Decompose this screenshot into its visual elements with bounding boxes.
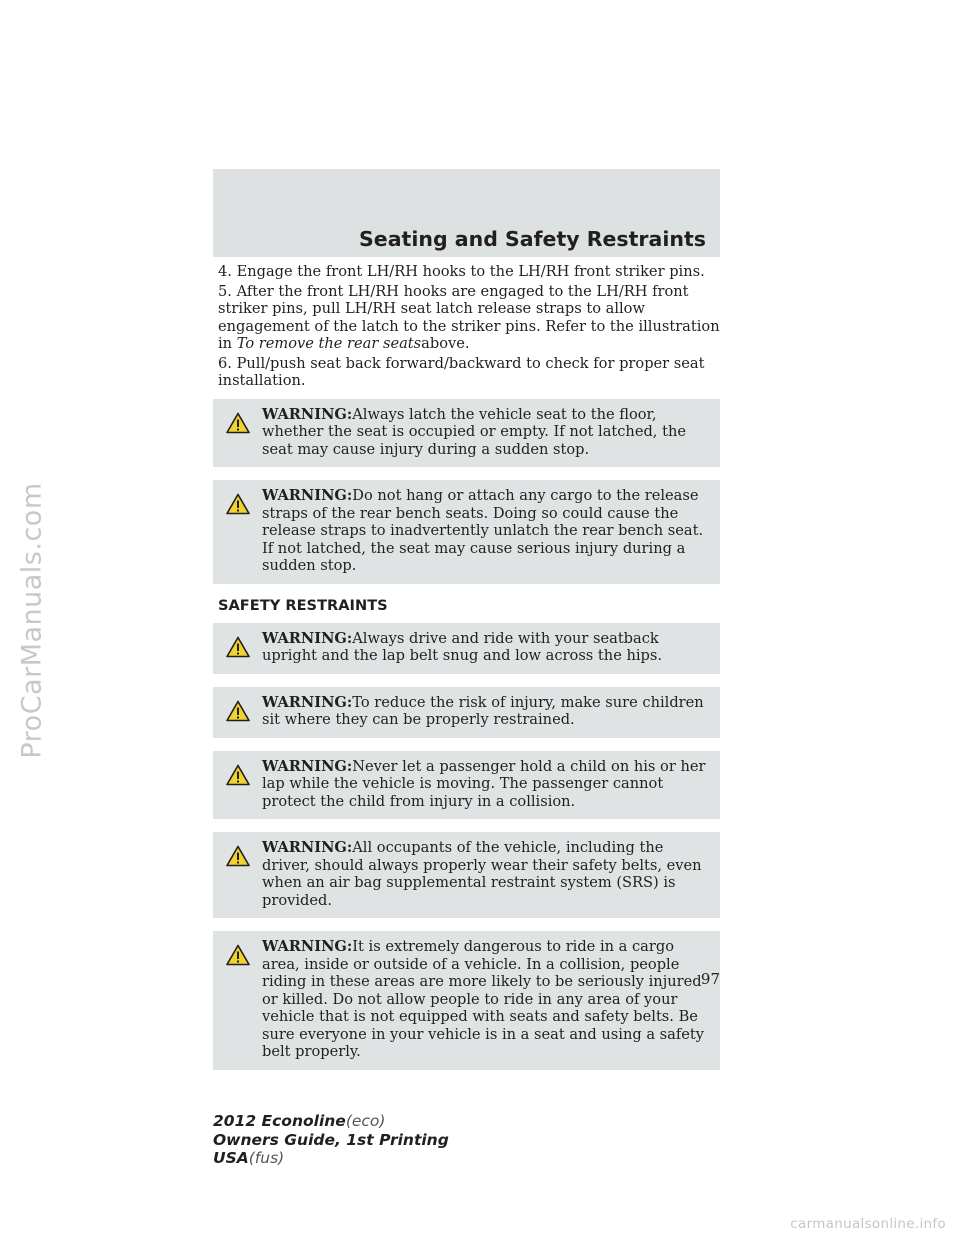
step-5-text: 5. After the front LH/RH hooks are engaged to the LH/RH front striker pins, pull LH/RH seat latch release straps to allow engagement of the latch to the striker pins. Refer to the illustration in xyxy=(218,282,720,352)
step-5-text-end: above. xyxy=(421,335,470,352)
warning-body: Always latch the vehicle seat to the floor, whether the seat is occupied or empty. If not latched, the seat may cause injury during a sudden stop. xyxy=(262,405,686,458)
step-5-reference: To remove the rear seats xyxy=(236,335,422,352)
warning-body: All occupants of the vehicle, including the driver, should always properly wear their safety belts, even when an air bag supplemental restraint system (SRS) is provided. xyxy=(262,839,702,909)
warning-text xyxy=(218,694,712,729)
step-4: 4. Engage the front LH/RH hooks to the LH/RH front striker pins. xyxy=(218,263,705,280)
page-content xyxy=(213,263,720,1083)
warning-triangle-icon xyxy=(226,944,250,966)
warning-text xyxy=(218,758,712,811)
warning-text xyxy=(218,487,712,575)
warning-triangle-icon xyxy=(226,412,250,434)
document-footer xyxy=(213,1112,449,1168)
footer-line-guide xyxy=(213,1131,449,1150)
warning-text xyxy=(218,630,712,665)
footer-line-model xyxy=(213,1112,449,1131)
warning-label: WARNING: xyxy=(262,487,353,504)
warning-body: Do not hang or attach any cargo to the release straps of the rear bench seats. Doing so could cause the release straps to inadvertently unlatch the rear bench seat. If not latched, the seat may cause serious injury during a sudden stop. xyxy=(262,487,704,574)
side-watermark-text: ProCarManuals.com xyxy=(16,481,48,759)
warning-body: It is extremely dangerous to ride in a cargo area, inside or outside of a vehicle. In a collision, people riding in these areas are more likely to be seriously injured or killed. Do not allow people to ride in any area of your vehicle that is not equipped with seats and safety belts. Be sure everyone in your vehicle is in a seat and using a safety belt properly. xyxy=(262,938,705,1060)
warning-triangle-icon xyxy=(226,764,250,786)
warning-box xyxy=(213,623,720,674)
step-5 xyxy=(218,283,720,353)
footer-guide: Owners Guide, 1st Printing xyxy=(213,1130,449,1149)
warning-box xyxy=(213,751,720,820)
warning-text xyxy=(218,406,712,459)
warning-text xyxy=(218,938,712,1061)
warning-box xyxy=(213,399,720,468)
footer-market: USA xyxy=(213,1149,249,1167)
warning-body: To reduce the risk of injury, make sure children sit where they can be properly restrained. xyxy=(262,693,704,728)
section-title: Seating and Safety Restraints xyxy=(359,227,706,251)
warning-label: WARNING: xyxy=(262,757,353,775)
footer-market-code: (fus) xyxy=(248,1149,285,1167)
subheading-safety-restraints: SAFETY RESTRAINTS xyxy=(218,596,388,614)
warning-label: WARNING: xyxy=(262,629,353,647)
footer-model-code: (eco) xyxy=(345,1112,386,1130)
bottom-watermark: carmanualsonline.info xyxy=(790,1216,946,1232)
warning-box xyxy=(213,832,720,918)
warning-body: Never let a passenger hold a child on his or her lap while the vehicle is moving. The passenger cannot protect the child from injury in a collision. xyxy=(262,757,706,810)
warning-label: WARNING: xyxy=(262,405,353,423)
side-watermark xyxy=(10,360,54,880)
warning-label: WARNING: xyxy=(262,938,353,955)
section-header xyxy=(213,169,720,257)
warning-triangle-icon xyxy=(226,700,250,722)
warning-label: WARNING: xyxy=(262,839,353,856)
footer-line-market xyxy=(213,1149,449,1168)
warning-body: Always drive and ride with your seatback upright and the lap belt snug and low across the hips. xyxy=(262,629,663,664)
warning-text xyxy=(218,839,712,909)
page-number: 97 xyxy=(700,970,720,988)
footer-model: 2012 Econoline xyxy=(213,1112,346,1130)
warning-triangle-icon xyxy=(226,493,250,515)
warning-triangle-icon xyxy=(226,845,250,867)
warning-box xyxy=(213,480,720,584)
warning-box xyxy=(213,931,720,1070)
warning-box xyxy=(213,687,720,738)
warning-triangle-icon xyxy=(226,636,250,658)
step-6: 6. Pull/push seat back forward/backward to check for proper seat installation. xyxy=(218,354,705,389)
warning-label: WARNING: xyxy=(262,693,353,711)
